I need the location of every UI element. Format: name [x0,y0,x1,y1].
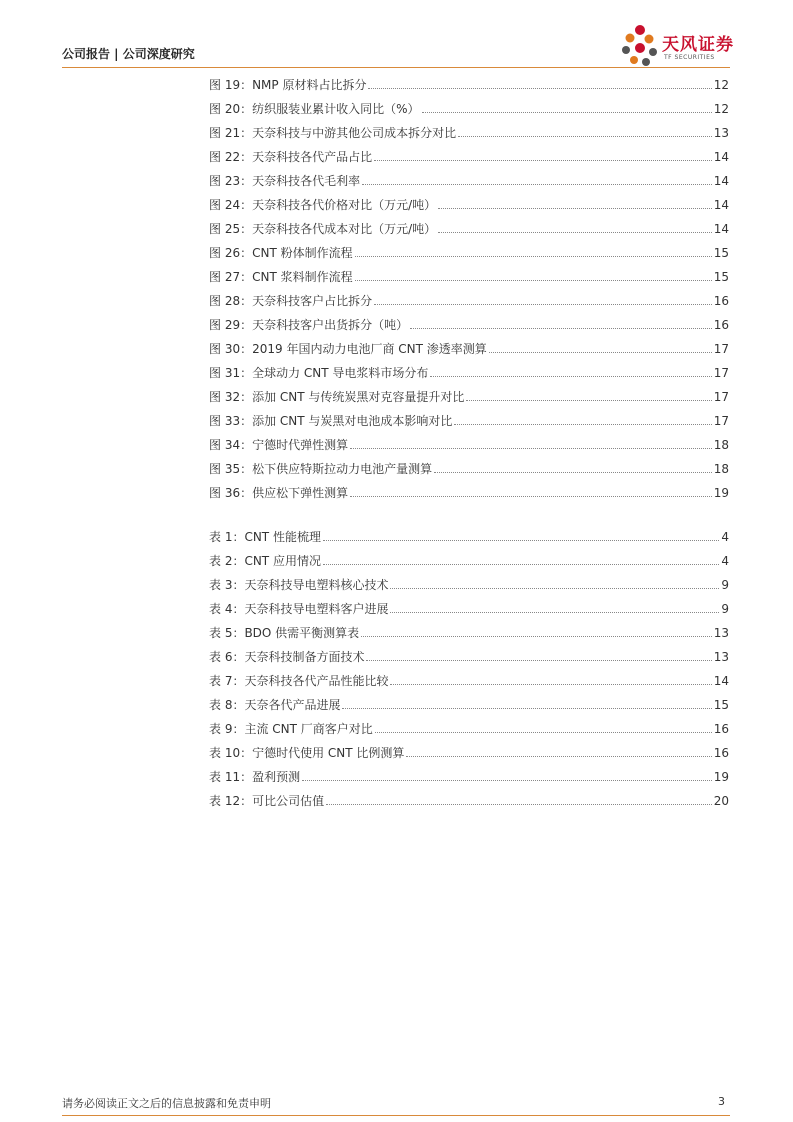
dot-leader [434,471,712,473]
toc-entry-label: 表 5：BDO 供需平衡测算表 [209,626,360,640]
toc-entry-label: 表 7：天奈科技各代产品性能比较 [209,674,389,688]
dot-leader [326,803,712,805]
toc-entry[interactable] [209,646,729,664]
dot-leader [361,635,712,637]
toc-entry-label: 图 29：天奈科技客户出货拆分（吨） [209,318,409,332]
toc-entry-label: 图 33：添加 CNT 与炭黑对电池成本影响对比 [209,414,453,428]
toc-entry-label: 图 26：CNT 粉体制作流程 [209,246,353,260]
toc-entry-label: 表 10：宁德时代使用 CNT 比例测算 [209,746,405,760]
toc-entry-page: 14 [713,198,729,212]
company-logo [620,24,740,68]
toc-entry-page: 12 [713,102,729,116]
toc-entry-label: 图 34：宁德时代弹性测算 [209,438,349,452]
toc-entry-page: 14 [713,222,729,236]
toc-entry-page: 9 [721,578,729,592]
logo-text-en: TF SECURITIES [664,54,715,61]
toc-entry-label: 图 30：2019 年国内动力电池厂商 CNT 渗透率测算 [209,342,487,356]
toc-entry-label: 图 36：供应松下弹性测算 [209,486,349,500]
header-divider [62,67,730,68]
dot-leader [355,279,712,281]
dot-leader [350,447,712,449]
footer-divider [62,1115,730,1116]
toc-entry-page: 15 [713,698,729,712]
dot-leader [438,231,712,233]
toc-entry[interactable] [209,670,729,688]
toc-entry-page: 16 [713,722,729,736]
toc-entry-label: 表 8：天奈各代产品进展 [209,698,341,712]
toc-entry-page: 17 [713,390,729,404]
dot-leader [406,755,711,757]
dot-leader [454,423,711,425]
toc-entry-page: 4 [721,554,729,568]
toc-entry-page: 14 [713,174,729,188]
dot-leader [390,587,719,589]
dot-leader [458,135,712,137]
toc-entry-page: 16 [713,318,729,332]
toc-entry-label: 图 31：全球动力 CNT 导电浆料市场分布 [209,366,429,380]
toc-entry[interactable] [209,194,729,212]
toc-entry[interactable] [209,766,729,784]
dot-leader [466,399,711,401]
toc-entry[interactable] [209,314,729,332]
dot-leader [375,731,712,733]
logo-text-cn: 天风证券 [662,35,734,55]
logo-mark-icon [620,24,660,68]
toc-entry[interactable] [209,482,729,500]
footer-disclaimer: 请务必阅读正文之后的信息披露和免责申明 [62,1097,271,1110]
dot-leader [374,303,712,305]
toc-entry[interactable] [209,218,729,236]
toc-entry-page: 17 [713,342,729,356]
toc-entry-page: 17 [713,414,729,428]
dot-leader [302,779,712,781]
toc-entry-page: 13 [713,626,729,640]
report-header-title: 公司报告 | 公司深度研究 [62,47,195,61]
toc-entry-page: 14 [713,674,729,688]
toc-entry[interactable] [209,242,729,260]
footer-page-number: 3 [718,1095,725,1108]
toc-entry-label: 表 1：CNT 性能梳理 [209,530,321,544]
dot-leader [390,683,711,685]
toc-entry-label: 表 4：天奈科技导电塑料客户进展 [209,602,389,616]
toc-entry[interactable] [209,622,729,640]
toc-entry-page: 19 [713,486,729,500]
dot-leader [366,659,711,661]
toc-entry-label: 图 24：天奈科技各代价格对比（万元/吨） [209,198,437,212]
dot-leader [410,327,712,329]
toc-entry[interactable] [209,694,729,712]
toc-entry[interactable] [209,526,729,544]
toc-entry-label: 图 28：天奈科技客户占比拆分 [209,294,373,308]
dot-leader [368,87,711,89]
toc-entry-page: 16 [713,294,729,308]
dot-leader [350,495,712,497]
toc-entry-page: 17 [713,366,729,380]
toc-entry[interactable] [209,550,729,568]
dot-leader [323,563,719,565]
dot-leader [362,183,712,185]
dot-leader [430,375,711,377]
dot-leader [323,539,719,541]
toc-entry[interactable] [209,718,729,736]
toc-entry-page: 9 [721,602,729,616]
toc-entry-page: 19 [713,770,729,784]
toc-entry-label: 图 20：纺织服装业累计收入同比（%） [209,102,420,116]
toc-entry[interactable] [209,790,729,808]
toc-entry[interactable] [209,458,729,476]
toc-entry[interactable] [209,266,729,284]
dot-leader [374,159,712,161]
toc-entry[interactable] [209,146,729,164]
toc-entry[interactable] [209,290,729,308]
dot-leader [438,207,712,209]
toc-entry-page: 16 [713,746,729,760]
toc-entry-label: 图 32：添加 CNT 与传统炭黑对克容量提升对比 [209,390,465,404]
toc-entry-label: 表 3：天奈科技导电塑料核心技术 [209,578,389,592]
toc-entry[interactable] [209,574,729,592]
toc-entry-label: 图 25：天奈科技各代成本对比（万元/吨） [209,222,437,236]
toc-entry[interactable] [209,410,729,428]
toc-entry-label: 表 2：CNT 应用情况 [209,554,321,568]
toc-entry-page: 12 [713,78,729,92]
toc-entry[interactable] [209,170,729,188]
dot-leader [390,611,719,613]
toc-entry-label: 图 23：天奈科技各代毛利率 [209,174,361,188]
dot-leader [422,111,712,113]
toc-entry-label: 图 27：CNT 浆料制作流程 [209,270,353,284]
toc-entry-label: 图 19：NMP 原材料占比拆分 [209,78,367,92]
toc-entry[interactable] [209,122,729,140]
toc-entry-page: 18 [713,438,729,452]
toc-entry-page: 4 [721,530,729,544]
toc-entry-page: 13 [713,650,729,664]
toc-entry-page: 14 [713,150,729,164]
toc-entry-page: 18 [713,462,729,476]
toc-entry-label: 表 9：主流 CNT 厂商客户对比 [209,722,373,736]
toc-entry-label: 表 12：可比公司估值 [209,794,325,808]
toc-entry-label: 图 21：天奈科技与中游其他公司成本拆分对比 [209,126,457,140]
toc-entry-label: 表 11：盈利预测 [209,770,301,784]
toc-entry-page: 15 [713,246,729,260]
toc-entry[interactable] [209,74,729,92]
dot-leader [342,707,711,709]
toc-entry[interactable] [209,338,729,356]
toc-entry[interactable] [209,98,729,116]
toc-entry-label: 图 35：松下供应特斯拉动力电池产量测算 [209,462,433,476]
toc-entry[interactable] [209,386,729,404]
toc-entry-label: 图 22：天奈科技各代产品占比 [209,150,373,164]
dot-leader [489,351,712,353]
toc-entry-page: 20 [713,794,729,808]
toc-entry[interactable] [209,598,729,616]
dot-leader [355,255,712,257]
toc-entry[interactable] [209,434,729,452]
toc-entry[interactable] [209,362,729,380]
toc-entry-label: 表 6：天奈科技制备方面技术 [209,650,365,664]
toc-entry-page: 13 [713,126,729,140]
toc-entry[interactable] [209,742,729,760]
toc-entry-page: 15 [713,270,729,284]
